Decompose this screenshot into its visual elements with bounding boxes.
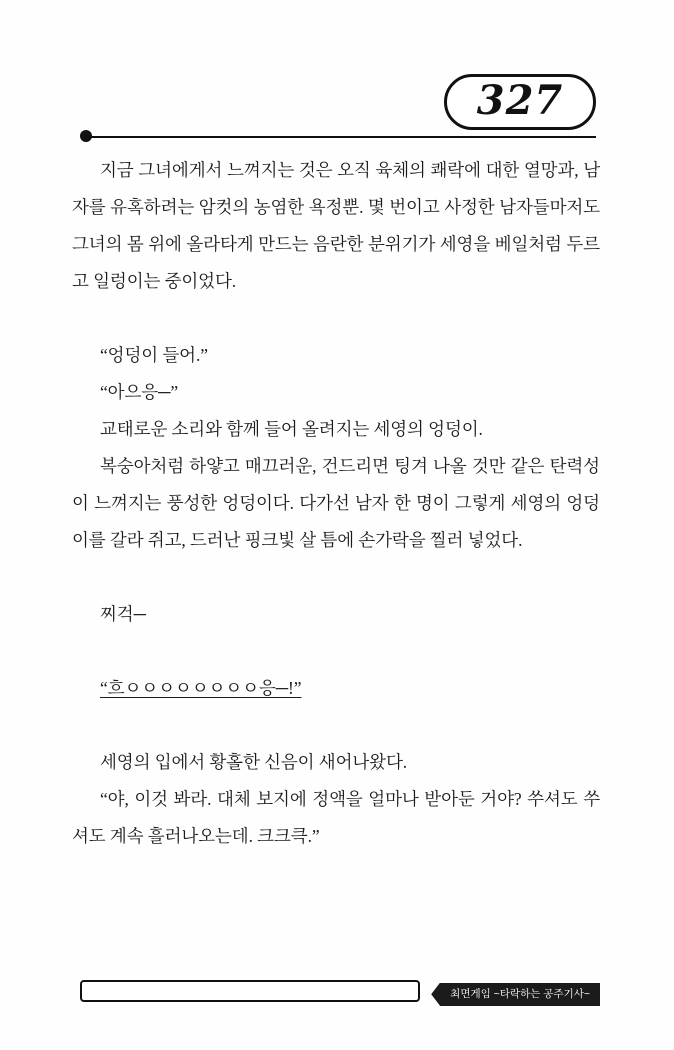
paragraph-spacer bbox=[72, 559, 600, 596]
footer-title-ribbon: 최면게임 ~타락하는 공주기사~ bbox=[440, 983, 600, 1007]
dialogue-line: “야, 이것 봐라. 대체 보지에 정액을 얼마나 받아둔 거야? 쑤셔도 쑤셔도 계속 흘러나오는데. 크크큭.” bbox=[72, 789, 600, 846]
header-dot-icon bbox=[80, 130, 92, 142]
emphasized-dialogue-line bbox=[72, 670, 600, 707]
header-divider bbox=[86, 136, 596, 138]
paragraph-spacer bbox=[72, 633, 600, 670]
dialogue-line: “아으응─” bbox=[100, 382, 179, 402]
page-number-badge bbox=[444, 74, 596, 130]
paragraph: 지금 그녀에게서 느껴지는 것은 오직 육체의 쾌락에 대한 열망과, 남자를 유혹하려는 암컷의 농염한 욕정뿐. 몇 번이고 사정한 남자들마저도 그녀의 몸 위에 올라타게 만드는 음란한 분위기가 세영을 베일처럼 두르고 일렁이는 중이었다. bbox=[72, 160, 600, 291]
footer-bar bbox=[80, 980, 420, 1002]
emphasized-text: “흐ㅇㅇㅇㅇㅇㅇㅇㅇ응─!” bbox=[100, 678, 302, 698]
paragraph: 복숭아처럼 하얗고 매끄러운, 건드리면 팅겨 나올 것만 같은 탄력성이 느껴지는 풍성한 엉덩이다. 다가선 남자 한 명이 그렇게 세영의 엉덩이를 갈라 쥐고, 드러난 핑크빛 살 틈에 손가락을 찔러 넣었다. bbox=[72, 456, 600, 550]
page-body bbox=[72, 152, 600, 855]
dialogue-line: “엉덩이 들어.” bbox=[100, 345, 208, 365]
paragraph: 세영의 입에서 황홀한 신음이 새어나왔다. bbox=[100, 752, 408, 772]
paragraph-spacer bbox=[72, 300, 600, 337]
page-number: 327 bbox=[476, 77, 564, 124]
paragraph: 교태로운 소리와 함께 들어 올려지는 세영의 엉덩이. bbox=[100, 419, 483, 439]
sound-effect-line: 찌걱─ bbox=[100, 604, 146, 624]
paragraph-spacer bbox=[72, 707, 600, 744]
